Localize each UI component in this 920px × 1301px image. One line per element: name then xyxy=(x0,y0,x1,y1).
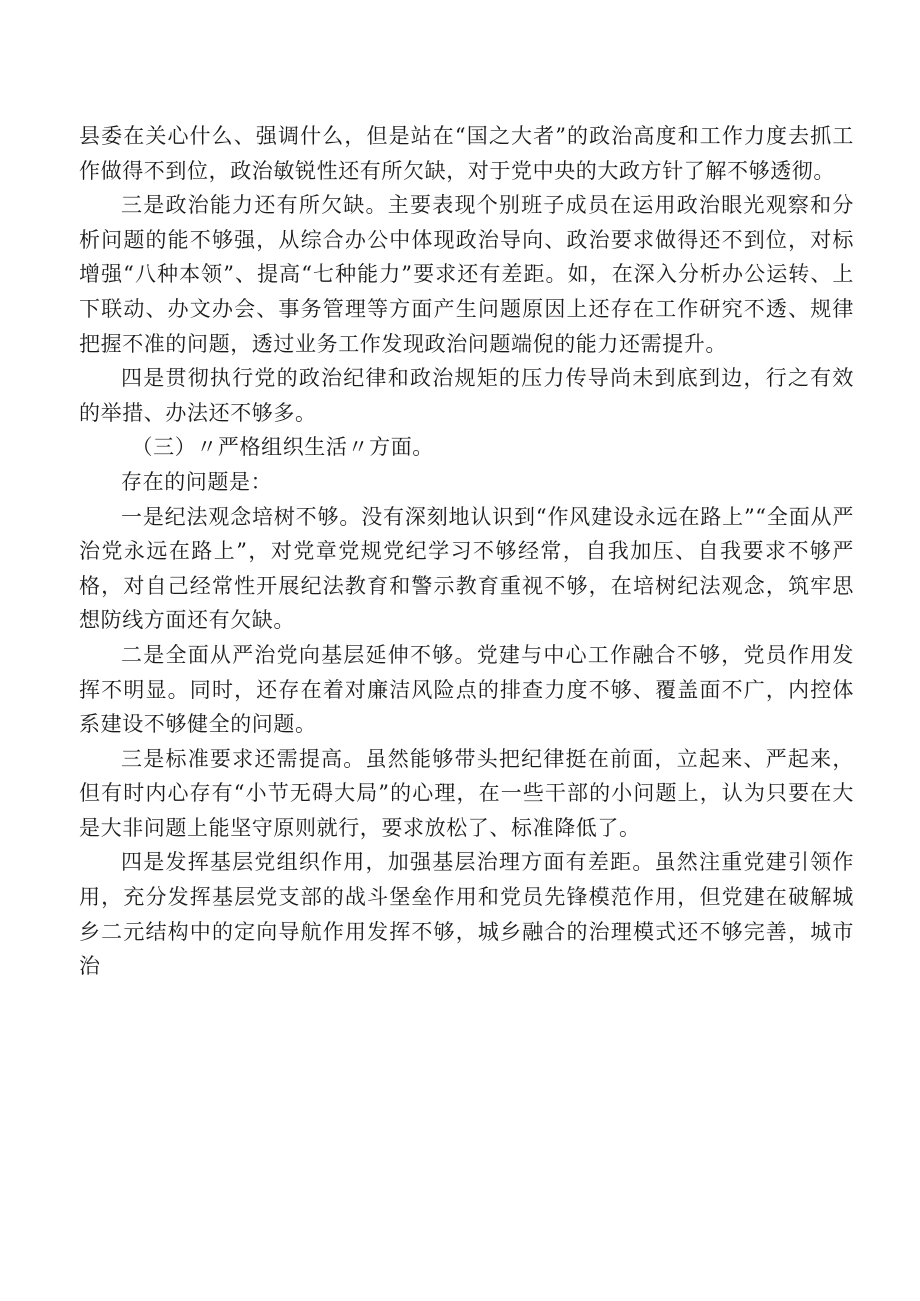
document-body xyxy=(79,119,854,984)
paragraph-political-ability: 三是政治能力还有所欠缺。主要表现个别班子成员在运用政治眼光观察和分析问题的能不够强，从综合办公中体现政治导向、政治要求做得还不到位，对标增强“八种本领”、提高“七种能力”要求还有差距。如，在深入分析办公运转、上下联动、办文办会、事务管理等方面产生问题原因上还存在工作研究不透、规律把握不准的问题，透过业务工作发现政治问题端倪的能力还需提升。 xyxy=(79,193,854,356)
paragraph-continued: 县委在关心什么、强调什么，但是站在“国之大者”的政治高度和工作力度去抓工作做得不到位，政治敏锐性还有所欠缺，对于党中央的大政方针了解不够透彻。 xyxy=(79,124,854,183)
problems-intro: 存在的问题是： xyxy=(121,469,273,494)
paragraph-discipline-pressure: 四是贯彻执行党的政治纪律和政治规矩的压力传导尚未到底到边，行之有效的举措、办法还不够多。 xyxy=(79,366,854,425)
paragraph-standards: 三是标准要求还需提高。虽然能够带头把纪律挺在前面，立起来、严起来，但有时内心存有“小节无碍大局”的心理，在一些干部的小问题上，认为只要在大是大非问题上能坚守原则就行，要求放松了、标准降低了。 xyxy=(79,746,854,840)
paragraph-grassroots-governance: 四是发挥基层党组织作用，加强基层治理方面有差距。虽然注重党建引领作用，充分发挥基层党支部的战斗堡垒作用和党员先锋模范作用，但党建在破解城乡二元结构中的定向导航作用发挥不够，城乡融合的治理模式还不够完善，城市治 xyxy=(79,850,854,979)
section-heading: （三）〃严格组织生活〃方面。 xyxy=(131,435,434,460)
paragraph-grassroots-extension: 二是全面从严治党向基层延伸不够。党建与中心工作融合不够，党员作用发挥不明显。同时，还存在着对廉洁风险点的排查力度不够、覆盖面不广，内控体系建设不够健全的问题。 xyxy=(79,642,854,737)
paragraph-law-awareness: 一是纪法观念培树不够。没有深刻地认识到“作风建设永远在路上”“全面从严治党永远在路上”，对党章党规党纪学习不够经常，自我加压、自我要求不够严格，对自己经常性开展纪法教育和警示教育重视不够，在培树纪法观念，筑牢思想防线方面还有欠缺。 xyxy=(79,504,854,633)
